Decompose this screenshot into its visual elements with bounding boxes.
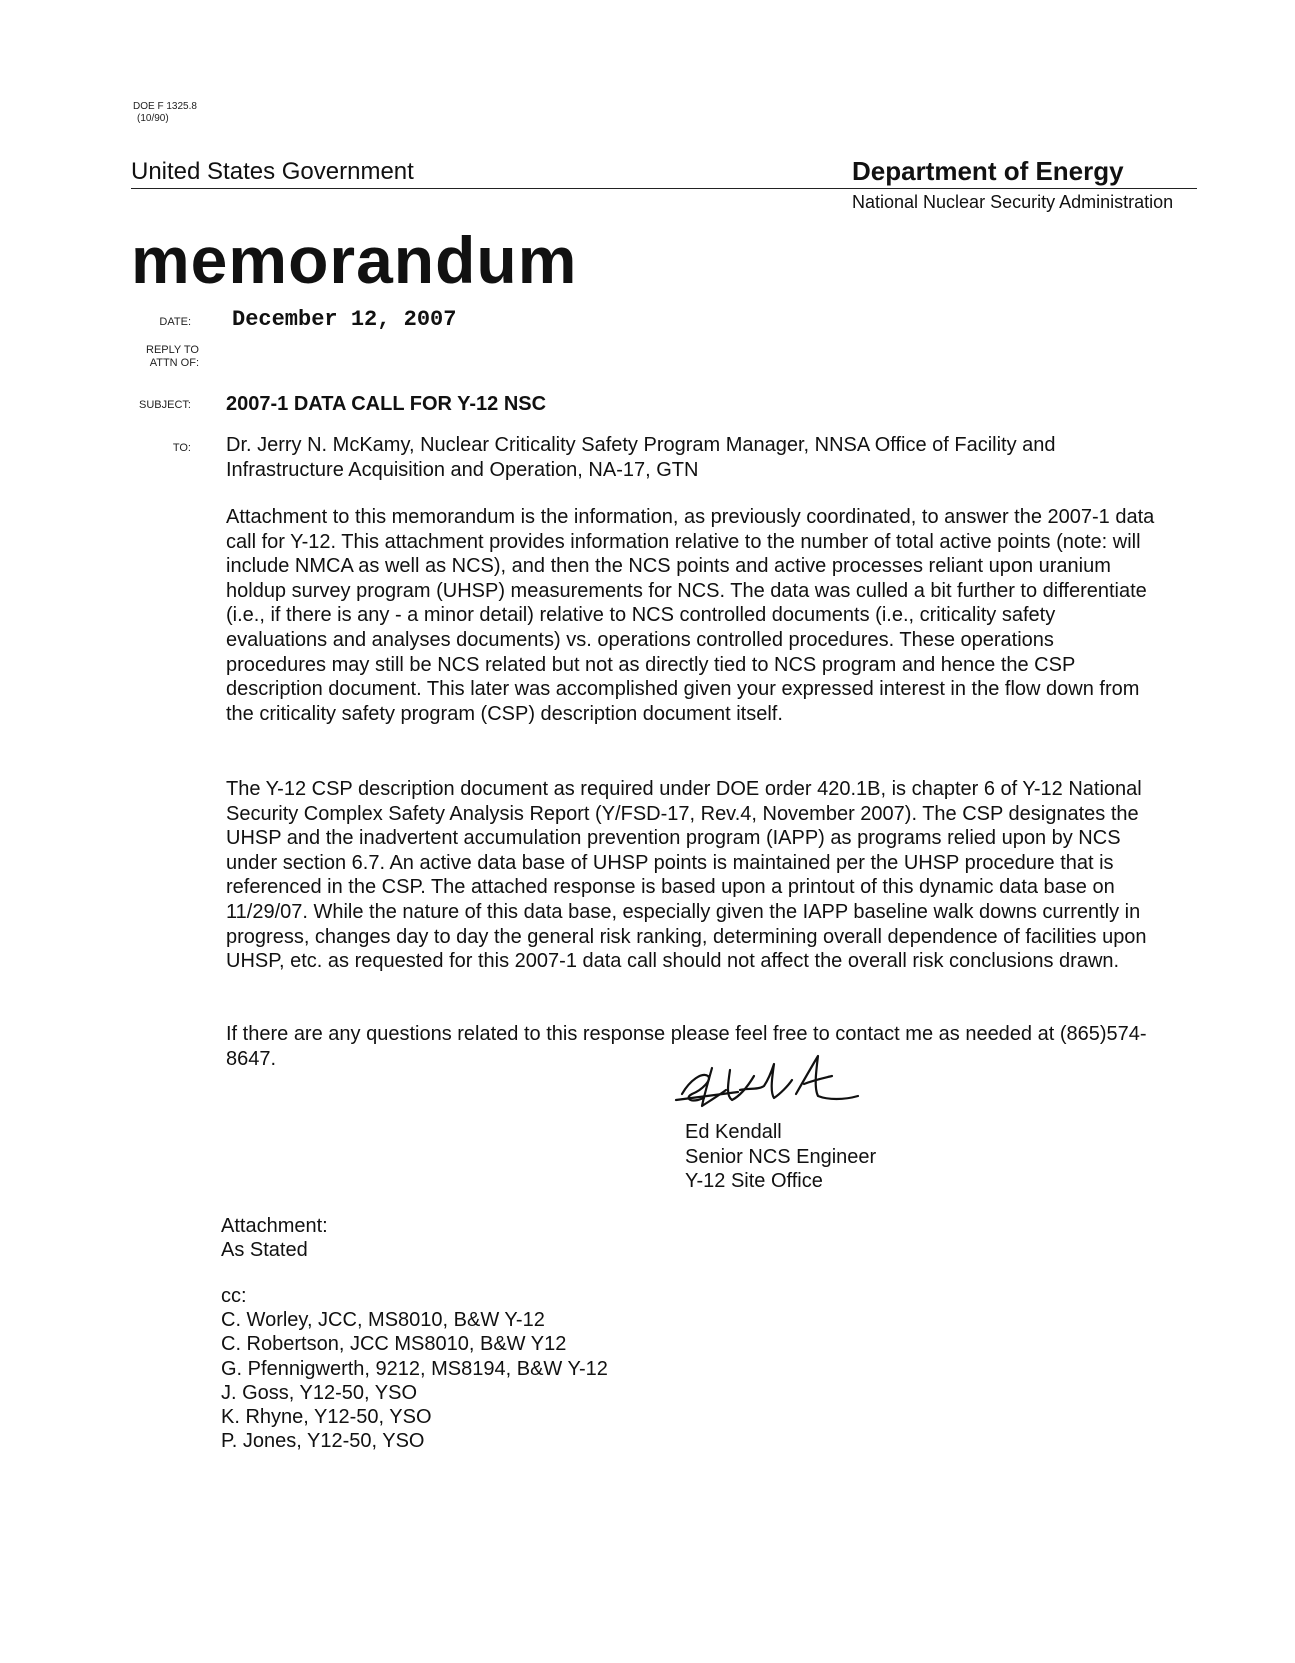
cc-recipient: G. Pfennigwerth, 9212, MS8194, B&W Y-12 [221,1357,608,1380]
signer-name: Ed Kendall [685,1121,782,1143]
reply-to-label [129,344,199,370]
form-number: DOE F 1325.8 [133,101,197,112]
cc-label: cc: [221,1285,247,1307]
attn-of-text: ATTN OF: [149,357,199,369]
memo-date: December 12, 2007 [232,307,457,332]
cc-recipient: C. Worley, JCC, MS8010, B&W Y-12 [221,1309,545,1332]
attachment-label: Attachment: [221,1215,328,1237]
header-rule [131,188,1197,189]
cc-block [221,1284,608,1453]
signer-title: Senior NCS Engineer [685,1145,877,1168]
body-paragraph-1: Attachment to this memorandum is the information, as previously coordinated, to answer the 2007-1 data call for Y-12. This attachment provides information relative to the number of total active points (note: will include NMCA as well as NCS), and then the NCS points and active processes reliant upon uranium holdup survey program (UHSP) measurements for NCS. The data was culled a bit further to differentiate (i.e., if there is any - a minor detail) relative to NCS controlled documents (i.e., criticality safety evaluations and analyses documents) vs. operations controlled procedures. These operations procedures may still be NCS related but not as directly tied to NCS program and hence the CSP description document. This later was accomplished given your expressed interest in the flow down from the criticality safety program (CSP) description document itself. [226,506,1155,725]
form-revision: (10/90) [137,113,169,124]
memo-recipient: Dr. Jerry N. McKamy, Nuclear Criticality Safety Program Manager, NNSA Office of Facility and Infrastructure Acquisition and Operation, NA-17, GTN [226,434,1056,481]
date-label: DATE: [159,316,191,328]
handwritten-signature [668,1050,868,1120]
administration-name: National Nuclear Security Administration [852,192,1174,212]
reply-to-text: REPLY TO [146,344,199,356]
memo-title: memorandum [131,223,578,297]
government-label: United States Government [131,158,414,185]
subject-label: SUBJECT: [139,399,191,411]
body-paragraph-3: If there are any questions related to this response please feel free to contact me as needed at (865)574-8647. [226,1023,1147,1070]
cc-recipient: K. Rhyne, Y12-50, YSO [221,1406,432,1429]
body-paragraph-2: The Y-12 CSP description document as required under DOE order 420.1B, is chapter 6 of Y-12 National Security Complex Safety Analysis Report (Y/FSD-17, Rev.4, November 2007). The CSP designates the UHSP and the inadvertent accumulation prevention program (IAPP) as programs relied upon by NCS under section 6.7. An active data base of UHSP points is maintained per the UHSP procedure that is referenced in the CSP. The attached response is based upon a printout of this dynamic data base on 11/29/07. While the nature of this data base, especially given the IAPP baseline walk downs currently in progress, changes day to day the general risk ranking, determining overall dependence of facilities upon UHSP, etc. as requested for this 2007-1 data call should not affect the overall risk conclusions drawn. [226,778,1147,973]
cc-recipient: J. Goss, Y12-50, YSO [221,1381,418,1404]
attachment-value: As Stated [221,1239,308,1261]
department-name: Department of Energy [852,156,1124,186]
signer-office: Y-12 Site Office [685,1170,823,1193]
signature-block [685,1120,876,1194]
memo-subject: 2007-1 DATA CALL FOR Y-12 NSC [226,393,547,415]
cc-recipient: C. Robertson, JCC MS8010, B&W Y12 [221,1333,567,1356]
cc-recipient: P. Jones, Y12-50, YSO [221,1430,425,1453]
to-label: TO: [172,442,191,454]
attachment-block [221,1214,328,1262]
